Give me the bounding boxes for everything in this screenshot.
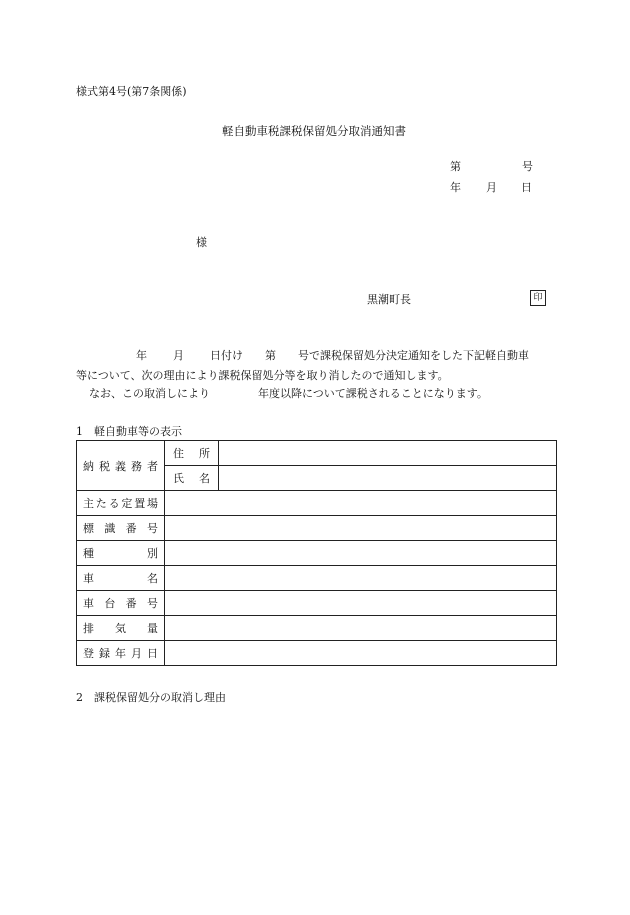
row-label-char: 月 bbox=[131, 647, 142, 660]
number-suffix: 号 bbox=[522, 160, 533, 173]
row-label-char: 台 bbox=[104, 597, 116, 610]
row-label-char: た bbox=[95, 497, 107, 510]
row-label-char: 登 bbox=[83, 647, 94, 660]
taxpayer-label-char: 税 bbox=[99, 459, 110, 473]
row-value[interactable] bbox=[165, 566, 557, 591]
row-label-char: 車 bbox=[83, 597, 94, 610]
body-line-2: 等について、次の理由により課税保留処分等を取り消したので通知します。 bbox=[76, 369, 449, 382]
row-label-char: 別 bbox=[147, 547, 158, 560]
row-label-char: 日 bbox=[147, 647, 158, 660]
body-line-3-suffix: 年度以降について課税されることになります。 bbox=[258, 387, 488, 400]
taxpayer-label bbox=[77, 441, 165, 491]
body-line-3-prefix: なお、この取消しにより bbox=[89, 387, 210, 400]
row-value[interactable] bbox=[165, 516, 557, 541]
date-year: 年 bbox=[450, 181, 461, 194]
taxpayer-label-char: 納 bbox=[83, 459, 94, 473]
row-label bbox=[77, 566, 165, 591]
body-day: 日付け bbox=[210, 349, 243, 362]
row-value[interactable] bbox=[165, 641, 557, 666]
row-label-char: 年 bbox=[115, 647, 126, 660]
table-row bbox=[77, 516, 557, 541]
seal-mark: 印 bbox=[530, 290, 546, 306]
row-label-char: 気 bbox=[115, 622, 126, 635]
vehicle-table bbox=[76, 440, 557, 666]
table-row bbox=[77, 591, 557, 616]
issuer-name: 黒潮町長 bbox=[367, 293, 411, 306]
row-label-char: 定 bbox=[121, 497, 133, 510]
body-line-1 bbox=[136, 350, 529, 361]
addressee-suffix: 様 bbox=[196, 236, 207, 249]
table-row bbox=[77, 566, 557, 591]
date-day: 日 bbox=[521, 181, 532, 194]
row-label bbox=[77, 541, 165, 566]
table-row bbox=[77, 616, 557, 641]
row-label-char: 名 bbox=[147, 572, 158, 585]
row-label-char: 量 bbox=[147, 622, 158, 635]
row-label-char: る bbox=[108, 497, 120, 510]
row-label-char: 番 bbox=[125, 597, 137, 610]
taxpayer-label-char: 者 bbox=[147, 459, 158, 473]
row-label bbox=[77, 641, 165, 666]
body-line-3 bbox=[89, 388, 488, 399]
document-title: 軽自動車税課税保留処分取消通知書 bbox=[222, 124, 406, 138]
row-label-char: 排 bbox=[83, 622, 94, 635]
table-row bbox=[77, 491, 557, 516]
row-label-char: 号 bbox=[146, 522, 158, 535]
row-label bbox=[77, 491, 165, 516]
row-value[interactable] bbox=[165, 616, 557, 641]
row-label bbox=[77, 591, 165, 616]
row-label bbox=[77, 616, 165, 641]
row-value[interactable] bbox=[165, 591, 557, 616]
row-label-char: 置 bbox=[134, 497, 146, 510]
row-label-char: 種 bbox=[83, 547, 94, 560]
table-row bbox=[77, 541, 557, 566]
number-prefix: 第 bbox=[450, 160, 461, 173]
row-label-char: 場 bbox=[146, 497, 158, 510]
name-value[interactable] bbox=[219, 466, 557, 491]
form-number: 様式第4号(第7条関係) bbox=[76, 85, 187, 98]
address-label bbox=[165, 441, 219, 466]
row-label bbox=[77, 516, 165, 541]
table-row bbox=[77, 641, 557, 666]
row-label-char: 主 bbox=[83, 497, 94, 510]
body-month: 月 bbox=[173, 349, 184, 362]
address-label-char: 所 bbox=[199, 447, 210, 460]
table-row bbox=[77, 441, 557, 466]
date-month: 月 bbox=[486, 181, 497, 194]
name-label-char: 名 bbox=[199, 472, 210, 485]
taxpayer-label-char: 務 bbox=[131, 459, 142, 473]
section-2-heading: 2 課税保留処分の取消し理由 bbox=[76, 691, 226, 704]
row-label-char: 標 bbox=[83, 522, 94, 535]
name-label bbox=[165, 466, 219, 491]
body-year: 年 bbox=[136, 349, 147, 362]
address-label-char: 住 bbox=[173, 447, 184, 460]
body-number-prefix: 第 bbox=[265, 349, 276, 362]
row-label-char: 番 bbox=[125, 522, 137, 535]
row-label-char: 号 bbox=[146, 597, 158, 610]
row-label-char: 車 bbox=[83, 572, 94, 585]
taxpayer-label-char: 義 bbox=[115, 459, 126, 473]
row-label-char: 録 bbox=[99, 647, 110, 660]
row-label-char: 識 bbox=[104, 522, 116, 535]
body-line-1-text: 号で課税保留処分決定通知をした下記軽自動車 bbox=[298, 349, 529, 362]
address-value[interactable] bbox=[219, 441, 557, 466]
section-1-heading: 1 軽自動車等の表示 bbox=[76, 425, 182, 438]
row-value[interactable] bbox=[165, 541, 557, 566]
row-value[interactable] bbox=[165, 491, 557, 516]
name-label-char: 氏 bbox=[173, 472, 184, 485]
